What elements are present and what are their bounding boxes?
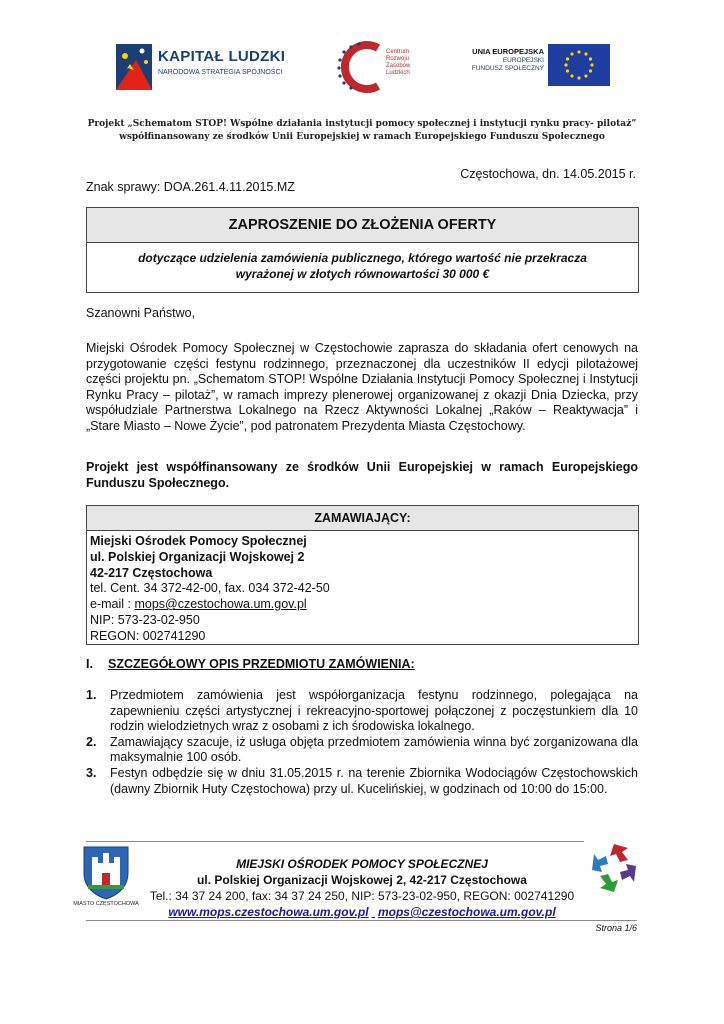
crzl-line: Centrum [386, 49, 410, 55]
footer-bottom-divider [86, 920, 637, 921]
title-box [86, 207, 639, 293]
list-item [86, 688, 638, 735]
crzl-text [386, 49, 410, 77]
intro-paragraph: Miejski Ośrodek Pomocy Społecznej w Częstochowie zaprasza do składania ofert cenowych na przygotowanie części festynu rodzinnego, przeznaczonej dla uczestników II edycji pilotażowej części projektu pn. „Schematom STOP! Wspólne Działania Instytucji Pomocy Społecznej i Instytucji Rynku Pracy – pilotaż”, w ramach imprezy plenerowej organizowanej z okazji Dnia Dziecka, przy współudziale Partnerstwa Lokalnego na Rzecz Aktywności Lokalnej „Raków – Reaktywacja” i „Stare Miasto – Nowe Życie”, pod patronatem Prezydenta Miasta Częstochowy. [86, 341, 638, 433]
colored-arrows-icon [584, 838, 644, 898]
list-item [86, 766, 638, 797]
list-item [86, 735, 638, 766]
partnership-arrows-logo [584, 838, 644, 898]
list-item-text: Przedmiotem zamówienia jest współorganizacja festynu rodzinnego, polegająca na zapewnieniu części artystycznej i rekreacyjno-sportowej połączonej z poczęstunkiem dla 10 rodzin wielodzietnych wraz z osobami z ich środowiska lokalnego. [110, 688, 638, 734]
list-item-text: Festyn odbędzie się w dniu 31.05.2015 r. na terenie Zbiornika Wodociągów Częstochowskich (dawny Zbiornik Huty Częstochowa) przy ul. Kucelińskiej, w godzinach od 10:00 do 15:00. [110, 765, 638, 796]
cofinance-paragraph: Projekt jest współfinansowany ze środków Unii Europejskiej w ramach Europejskiego Funduszu Społecznego. [86, 460, 638, 490]
footer-links [140, 904, 584, 920]
footer-email-link[interactable]: mops@czestochowa.um.gov.pl [377, 905, 556, 919]
authority-nip: NIP: 573-23-02-950 [90, 612, 200, 627]
section-heading [86, 657, 415, 671]
footer-address [140, 856, 584, 920]
subtitle-line-1: dotyczące udzielenia zamówienia publicznego, którego wartość nie przekracza [138, 251, 587, 265]
section-title: SZCZEGÓŁOWY OPIS PRZEDMIOTU ZAMÓWIENIA: [108, 657, 415, 671]
kapital-ludzki-logo [112, 40, 302, 94]
authority-email-row [90, 597, 635, 613]
email-label: e-mail : [90, 597, 135, 612]
footer-street: ul. Polskiej Organizacji Wojskowej 2, 42-217 Częstochowa [197, 873, 527, 887]
crzl-line: Zasobów [386, 63, 411, 69]
footer-institution: MIEJSKI OŚRODEK POMOCY SPOŁECZNEJ [236, 857, 488, 871]
eu-text [464, 48, 544, 74]
eu-line1: UNIA EUROPEJSKA [472, 47, 544, 56]
case-reference: Znak sprawy: DOA.261.4.11.2015.MZ [86, 180, 295, 194]
kapital-ludzki-title: KAPITAŁ LUDZKI [158, 48, 286, 65]
contracting-authority-header: ZAMAWIAJĄCY: [87, 506, 638, 531]
eu-flag-icon [548, 44, 610, 86]
project-line-2: współfinansowany ze środków Unii Europejskiej w ramach Europejskiego Funduszu Społecznego [119, 132, 605, 142]
authority-phone: tel. Cent. 34 372-42-00, fax. 034 372-42-50 [90, 581, 330, 596]
eu-line3: FUNDUSZ SPOŁECZNY [471, 65, 544, 72]
contracting-authority-table [86, 505, 639, 645]
eu-logo [464, 44, 610, 88]
authority-city: 42-217 Częstochowa [90, 565, 213, 580]
footer-divider [86, 841, 584, 842]
authority-regon: REGON: 002741290 [90, 628, 206, 643]
kapital-ludzki-emblem-icon [112, 40, 156, 94]
footer-contact: Tel.: 34 37 24 200, fax: 34 37 24 250, NIP: 573-23-02-950, REGON: 002741290 [149, 889, 575, 903]
eu-line2: EUROPEJSKI [502, 56, 544, 64]
crzl-logo [334, 38, 434, 96]
numbered-list [86, 688, 638, 797]
document-title: ZAPROSZENIE DO ZŁOŻENIA OFERTY [87, 208, 638, 243]
authority-name: Miejski Ośrodek Pomocy Społecznej [90, 534, 307, 548]
project-header [40, 118, 684, 144]
section-number: I. [86, 657, 93, 671]
page-number: Strona 1/6 [595, 923, 637, 933]
greeting: Szanowni Państwo, [86, 306, 196, 320]
list-item-number: 3. [86, 765, 97, 780]
subtitle-line-2: wyrażonej w złotych równowartości 30 000 € [235, 267, 490, 281]
contracting-authority-details [87, 531, 638, 648]
footer-website-link[interactable]: www.mops.czestochowa.um.gov.pl [168, 905, 369, 919]
authority-email-link[interactable]: mops@czestochowa.um.gov.pl [134, 597, 307, 612]
project-line-1: Projekt „Schematom STOP! Wspólne działania instytucji pomocy społecznej i instytucji rynku pracy- pilotaż” [87, 119, 637, 129]
kapital-ludzki-subtitle: NARODOWA STRATEGIA SPÓJNOŚCI [158, 69, 283, 76]
authority-street: ul. Polskiej Organizacji Wojskowej 2 [90, 549, 305, 564]
crzl-line: Ludzkich [386, 70, 410, 76]
list-item-number: 1. [86, 688, 97, 702]
city-crest-icon [78, 843, 134, 901]
list-item-text: Zamawiający szacuje, iż usługa objęta przedmiotem zamówienia winna być zorganizowana dla maksymalnie 100 osób. [110, 734, 638, 765]
document-subtitle [87, 243, 638, 289]
document-date: Częstochowa, dn. 14.05.2015 r. [460, 167, 636, 181]
crzl-emblem-icon [334, 38, 386, 96]
city-crest [73, 843, 139, 919]
crest-caption: MIASTO CZĘSTOCHOWA [73, 901, 139, 907]
list-item-number: 2. [86, 734, 97, 749]
crzl-line: Rozwoju [386, 56, 410, 62]
